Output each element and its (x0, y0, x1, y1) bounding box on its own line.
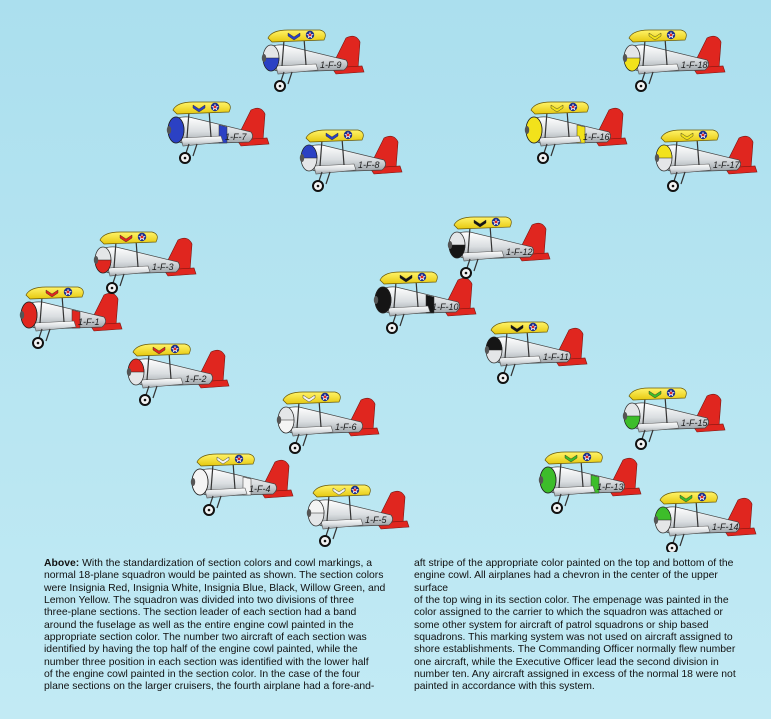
propeller-hub (623, 54, 627, 62)
aircraft-1-f-10 (374, 272, 476, 333)
propeller-hub (277, 416, 281, 424)
wheel-hub (184, 157, 187, 160)
star-insignia-center (214, 106, 217, 109)
propeller-hub (300, 154, 304, 162)
aircraft-1-f-13 (539, 452, 641, 513)
caption (0, 552, 771, 719)
caption-line: aft stripe of the appropriate color painted on the top and bottom of the (414, 558, 734, 569)
star-insignia-center (354, 489, 357, 492)
caption-line: identified by having the top half of the engine cowl painted, while the (44, 644, 358, 656)
aircraft-number-label: 1-F-2 (185, 374, 207, 384)
caption-line: around the fuselage as well as the entire engine cowl painted in the (44, 619, 354, 631)
caption-line: one aircraft, while the Executive Officer lead the second division in (414, 656, 719, 668)
star-insignia-center (421, 276, 424, 279)
aircraft-1-f-4 (191, 454, 293, 515)
caption-right-column (414, 558, 754, 694)
aircraft-1-f-7 (167, 102, 269, 163)
aircraft-number-label: 1-F-7 (225, 132, 247, 142)
propeller-hub (167, 126, 171, 134)
propeller-hub (485, 346, 489, 354)
aircraft-number-label: 1-F-13 (597, 482, 624, 492)
aircraft-1-f-17 (655, 130, 757, 191)
caption-line: number three position in each section was identified with the lower half (44, 656, 369, 668)
aircraft-number-label: 1-F-11 (543, 352, 569, 362)
aircraft-1-f-18 (623, 30, 725, 91)
aircraft-number-label: 1-F-17 (713, 160, 740, 170)
caption-line: of the top wing in its section color. The empenage was painted in the (414, 595, 729, 607)
aircraft-1-f-5 (307, 485, 409, 546)
wheel-hub (640, 85, 643, 88)
aircraft-number-label: 1-F-12 (506, 247, 533, 257)
wheel-hub (317, 185, 320, 188)
caption-line: painted in accordance with this system. (414, 681, 595, 693)
star-insignia-center (586, 456, 589, 459)
aircraft-number-label: 1-F-10 (432, 302, 459, 312)
propeller-hub (374, 296, 378, 304)
wheel-hub (111, 287, 114, 290)
aircraft-1-f-8 (300, 130, 402, 191)
propeller-hub (623, 412, 627, 420)
star-insignia-center (309, 34, 312, 37)
wheel-hub (324, 540, 327, 543)
aircraft-1-f-2 (127, 344, 229, 405)
aircraft-1-f-3 (94, 232, 196, 293)
wheel-hub (144, 399, 147, 402)
aircraft-number-label: 1-F-18 (681, 60, 708, 70)
aircraft-number-label: 1-F-1 (78, 317, 100, 327)
aircraft-1-f-12 (448, 217, 550, 278)
star-insignia-center (174, 348, 177, 351)
star-insignia-center (238, 458, 241, 461)
star-insignia-center (67, 291, 70, 294)
aircraft-1-f-11 (485, 322, 587, 383)
wheel-hub (294, 447, 297, 450)
wheel-hub (556, 507, 559, 510)
caption-line: were Insignia Red, Insignia White, Insignia Blue, Black, Willow Green, and (44, 582, 386, 594)
caption-text: With the standardization of section colors and cowl markings, a (79, 558, 373, 569)
aircraft-number-label: 1-F-15 (681, 418, 708, 428)
star-insignia-center (701, 496, 704, 499)
star-insignia-center (324, 396, 327, 399)
aircraft-1-f-14 (654, 492, 756, 552)
aircraft-number-label: 1-F-16 (583, 132, 610, 142)
aircraft-1-f-1 (20, 287, 122, 348)
star-insignia-center (670, 34, 673, 37)
wheel-hub (672, 185, 675, 188)
aircraft-number-label: 1-F-14 (712, 522, 739, 532)
aircraft-number-label: 1-F-4 (249, 484, 271, 494)
star-insignia-center (495, 221, 498, 224)
wheel-hub (279, 85, 282, 88)
caption-line: normal 18-plane squadron would be painted as shown. The section colors (44, 570, 384, 582)
star-insignia-center (572, 106, 575, 109)
caption-line: engine cowl. All airplanes had a chevron in the center of the upper surface (414, 570, 718, 594)
caption-line: plane sections on the larger cruisers, the fourth airplane had a fore-and- (44, 681, 375, 693)
wheel-hub (37, 342, 40, 345)
propeller-hub (262, 54, 266, 62)
propeller-hub (654, 516, 658, 524)
star-insignia-center (347, 134, 350, 137)
wheel-hub (640, 443, 643, 446)
wheel-hub (502, 377, 505, 380)
caption-lead: Above: (44, 558, 80, 569)
caption-line: shore establishments. The Commanding Officer normally flew number (414, 644, 736, 656)
aircraft-number-label: 1-F-5 (365, 515, 387, 525)
propeller-hub (655, 154, 659, 162)
aircraft-1-f-6 (277, 392, 379, 453)
caption-line: appropriate section color. The number two aircraft of each section was (44, 632, 367, 644)
caption-line: three-plane sections. The section leader of each section had a band (44, 607, 357, 619)
wheel-hub (465, 272, 468, 275)
star-insignia-center (702, 134, 705, 137)
star-insignia-center (141, 236, 144, 239)
aircraft-number-label: 1-F-8 (358, 160, 380, 170)
aircraft-number-label: 1-F-3 (152, 262, 174, 272)
caption-line: Lemon Yellow. The squadron was divided into two divisions of three (44, 595, 354, 607)
propeller-hub (539, 476, 543, 484)
aircraft-1-f-15 (623, 388, 725, 449)
wheel-hub (671, 547, 674, 550)
caption-line: squadrons. This marking system was not used on aircraft assigned to (414, 632, 733, 644)
caption-line: of the engine cowl painted in the section color. In the case of the four (44, 669, 360, 681)
caption-line: number ten. Any aircraft assigned in excess of the normal 18 were not (414, 669, 736, 681)
propeller-hub (20, 311, 24, 319)
wheel-hub (391, 327, 394, 330)
propeller-hub (307, 509, 311, 517)
propeller-hub (448, 241, 452, 249)
propeller-hub (525, 126, 529, 134)
caption-left-column (44, 558, 390, 694)
star-insignia-center (532, 326, 535, 329)
wheel-hub (208, 509, 211, 512)
wheel-hub (542, 157, 545, 160)
propeller-hub (191, 478, 195, 486)
caption-line (44, 558, 390, 570)
caption-line: color assigned to the carrier to which the squadron was attached or (414, 607, 724, 619)
propeller-hub (94, 256, 98, 264)
caption-line: some other system for aircraft of patrol squadrons or ship based (414, 619, 709, 631)
aircraft-1-f-9 (262, 30, 364, 91)
aircraft-number-label: 1-F-9 (320, 60, 342, 70)
propeller-hub (127, 368, 131, 376)
aircraft-1-f-16 (525, 102, 627, 163)
star-insignia-center (670, 392, 673, 395)
aircraft-number-label: 1-F-6 (335, 422, 357, 432)
